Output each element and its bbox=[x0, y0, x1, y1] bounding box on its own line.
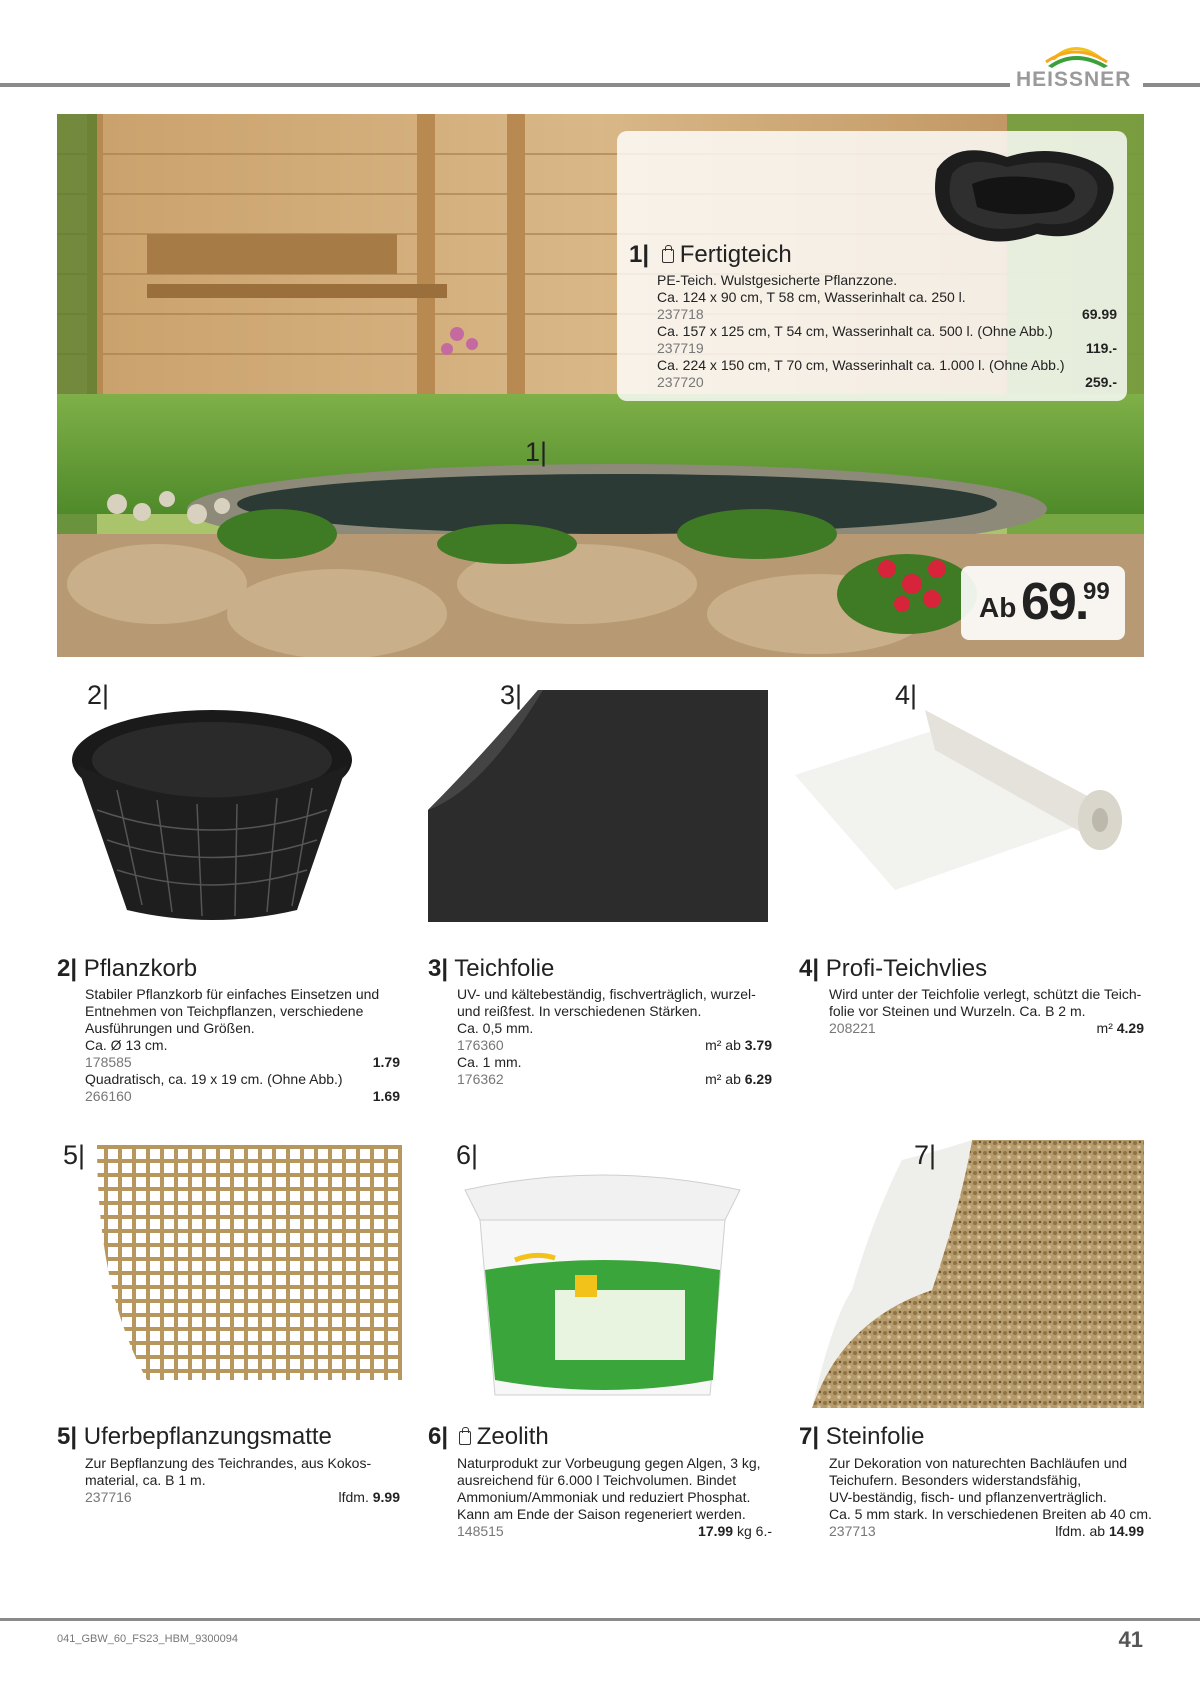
article-number: 237713 bbox=[829, 1523, 876, 1539]
description-text: Ca. 1 mm. bbox=[457, 1054, 522, 1070]
price bbox=[705, 1037, 772, 1054]
price-unit: lfdm. ab bbox=[1055, 1523, 1109, 1539]
description-line bbox=[85, 1003, 400, 1020]
description-line bbox=[85, 986, 400, 1003]
page-number: 41 bbox=[1118, 1627, 1143, 1652]
article-number: 237719 bbox=[657, 340, 704, 356]
price bbox=[698, 1523, 772, 1540]
article-row bbox=[829, 1523, 1144, 1540]
article-number: 148515 bbox=[457, 1523, 504, 1539]
description-text: Kann am Ende der Saison regeneriert werden. bbox=[457, 1506, 746, 1522]
description-line bbox=[657, 289, 1117, 306]
description-line bbox=[457, 1020, 772, 1037]
plant-basket-image bbox=[57, 680, 367, 930]
price-value: 17.99 bbox=[698, 1523, 734, 1539]
description-text: Wird unter der Teichfolie verlegt, schützt die Teich- bbox=[829, 986, 1142, 1002]
product-name: Profi-Teichvlies bbox=[825, 955, 988, 982]
article-number: 176360 bbox=[457, 1037, 504, 1053]
description-line bbox=[457, 1455, 772, 1472]
description-text: PE-Teich. Wulstgesicherte Pflanzzone. bbox=[657, 272, 898, 288]
heissner-logo bbox=[1012, 32, 1142, 94]
hero-info-box bbox=[617, 131, 1127, 401]
shopping-bag-icon bbox=[459, 1431, 471, 1445]
hero-title bbox=[629, 241, 792, 269]
price-value: 1.79 bbox=[372, 1054, 400, 1070]
description-line bbox=[85, 1037, 400, 1054]
logo-arc-icon bbox=[1012, 32, 1142, 72]
article-row bbox=[829, 1020, 1144, 1037]
hero-product-title: Fertigteich bbox=[679, 241, 792, 268]
product-title-2 bbox=[57, 955, 197, 983]
description-text: Stabiler Pflanzkorb für einfaches Einsetzen und bbox=[85, 986, 380, 1002]
description-text: Quadratisch, ca. 19 x 19 cm. (Ohne Abb.) bbox=[85, 1071, 343, 1087]
description-text: ausreichend für 6.000 l Teichvolumen. Bindet bbox=[457, 1472, 737, 1488]
description-text: Ca. 5 mm stark. In verschiedenen Breiten ab 40 cm. bbox=[829, 1506, 1152, 1522]
price bbox=[1085, 374, 1117, 391]
product-title-3 bbox=[428, 955, 554, 983]
description-text: Ca. 224 x 150 cm, T 70 cm, Wasserinhalt ca. 1.000 l. (Ohne Abb.) bbox=[657, 357, 1065, 373]
stone-liner-image bbox=[812, 1140, 1144, 1410]
article-number: 208221 bbox=[829, 1020, 876, 1036]
price bbox=[705, 1071, 772, 1088]
article-number: 266160 bbox=[85, 1088, 132, 1104]
fleece-roll-image bbox=[795, 680, 1140, 890]
description-text: Teichufern. Besonders widerstandsfähig, bbox=[829, 1472, 1082, 1488]
price-value: 259.- bbox=[1085, 374, 1117, 390]
product-name: Teichfolie bbox=[454, 955, 555, 982]
price bbox=[373, 1054, 400, 1071]
product-details-5 bbox=[85, 1455, 400, 1506]
product-details-4 bbox=[829, 986, 1144, 1037]
description-line bbox=[457, 1003, 772, 1020]
description-text: Ca. Ø 13 cm. bbox=[85, 1037, 168, 1053]
hero-number: 1| bbox=[629, 241, 650, 268]
shopping-bag-icon bbox=[662, 249, 674, 263]
product-number: 4| bbox=[799, 955, 820, 982]
price-value: 14.99 bbox=[1108, 1523, 1144, 1539]
description-line bbox=[829, 1506, 1152, 1523]
description-line bbox=[829, 986, 1144, 1003]
price bbox=[373, 1088, 400, 1105]
description-text: folie vor Steinen und Wurzeln. Ca. B 2 m. bbox=[829, 1003, 1086, 1019]
zeolith-bucket-image bbox=[455, 1140, 750, 1405]
price-value: 4.29 bbox=[1116, 1020, 1144, 1036]
description-text: Zur Dekoration von naturechten Bachläufen und bbox=[829, 1455, 1128, 1471]
description-text: Naturprodukt zur Vorbeugung gegen Algen, 3 kg, bbox=[457, 1455, 761, 1471]
pond-shell-image bbox=[917, 139, 1127, 259]
description-line bbox=[457, 986, 772, 1003]
image-number: 6| bbox=[456, 1140, 479, 1170]
article-number: 237718 bbox=[657, 306, 704, 322]
image-number: 7| bbox=[914, 1140, 937, 1170]
product-details-6 bbox=[457, 1455, 772, 1540]
product-number: 3| bbox=[428, 955, 449, 982]
description-text: UV- und kältebeständig, fischverträglich, wurzel- bbox=[457, 986, 756, 1002]
price bbox=[1055, 1523, 1144, 1540]
product-name: Uferbepflanzungsmatte bbox=[83, 1423, 332, 1450]
image-number: 5| bbox=[63, 1140, 86, 1170]
price-value: 9.99 bbox=[372, 1489, 400, 1505]
price-value: 3.79 bbox=[744, 1037, 772, 1053]
article-row bbox=[457, 1037, 772, 1054]
header-rule-left bbox=[0, 83, 1010, 87]
pond-liner-image bbox=[428, 680, 773, 925]
footer-rule bbox=[0, 1618, 1200, 1621]
description-line bbox=[829, 1455, 1144, 1472]
article-row bbox=[457, 1071, 772, 1088]
description-line bbox=[457, 1054, 772, 1071]
description-line bbox=[829, 1489, 1144, 1506]
description-line bbox=[85, 1020, 400, 1037]
price-main: 69. bbox=[1021, 573, 1088, 631]
price bbox=[1082, 306, 1117, 323]
price-unit: m² bbox=[1096, 1020, 1117, 1036]
price-cents: 99 bbox=[1083, 578, 1110, 605]
description-text: Zur Bepflanzung des Teichrandes, aus Kokos- bbox=[85, 1455, 372, 1471]
article-row bbox=[85, 1489, 400, 1506]
price-value: 1.69 bbox=[372, 1088, 400, 1104]
hero-price-box bbox=[961, 566, 1125, 640]
article-row bbox=[457, 1523, 772, 1540]
price-unit: m² ab bbox=[705, 1037, 745, 1053]
price-value: 69.99 bbox=[1081, 306, 1117, 322]
description-line bbox=[829, 1472, 1144, 1489]
description-text: material, ca. B 1 m. bbox=[85, 1472, 206, 1488]
description-line bbox=[85, 1472, 400, 1489]
product-name: Steinfolie bbox=[825, 1423, 925, 1450]
product-details-2 bbox=[85, 986, 400, 1105]
hero-details bbox=[657, 272, 1117, 391]
description-line bbox=[457, 1472, 772, 1489]
article-number: 176362 bbox=[457, 1071, 504, 1087]
description-text: Ca. 157 x 125 cm, T 54 cm, Wasserinhalt ca. 500 l. (Ohne Abb.) bbox=[657, 323, 1053, 339]
price-value: 119.- bbox=[1085, 340, 1117, 356]
product-title-4 bbox=[799, 955, 987, 983]
article-number: 237716 bbox=[85, 1489, 132, 1505]
price-unit: lfdm. bbox=[338, 1489, 373, 1505]
product-number: 5| bbox=[57, 1423, 78, 1450]
product-details-7 bbox=[829, 1455, 1152, 1540]
footer-code: 041_GBW_60_FS23_HBM_9300094 bbox=[57, 1633, 239, 1645]
price bbox=[339, 1489, 400, 1506]
product-name: Zeolith bbox=[476, 1423, 549, 1450]
description-line bbox=[657, 323, 1117, 340]
description-line bbox=[457, 1489, 772, 1506]
header-rule-right bbox=[1143, 83, 1200, 87]
product-number: 7| bbox=[799, 1423, 820, 1450]
price bbox=[1086, 340, 1117, 357]
description-text: Ca. 0,5 mm. bbox=[457, 1020, 534, 1036]
product-title-7 bbox=[799, 1423, 924, 1451]
article-row bbox=[657, 306, 1117, 323]
description-line bbox=[85, 1455, 400, 1472]
hero-image-label: 1| bbox=[525, 437, 548, 467]
description-line bbox=[457, 1506, 772, 1523]
product-title-6 bbox=[428, 1423, 549, 1451]
price bbox=[1097, 1020, 1144, 1037]
description-line bbox=[85, 1071, 400, 1088]
product-name: Pflanzkorb bbox=[83, 955, 198, 982]
price-prefix: Ab bbox=[979, 592, 1017, 623]
price-unit: m² ab bbox=[705, 1071, 745, 1087]
product-number: 6| bbox=[428, 1423, 449, 1450]
brand-name: HEISSNER bbox=[1016, 68, 1132, 91]
article-row bbox=[85, 1088, 400, 1105]
description-line bbox=[829, 1003, 1144, 1020]
description-text: und reißfest. In verschiedenen Stärken. bbox=[457, 1003, 702, 1019]
description-line bbox=[657, 272, 1117, 289]
article-number: 237720 bbox=[657, 374, 704, 390]
article-row bbox=[657, 340, 1117, 357]
coconut-mat-image bbox=[57, 1140, 402, 1385]
base-price: kg 6.- bbox=[733, 1523, 772, 1539]
description-line bbox=[657, 357, 1117, 374]
image-number: 2| bbox=[87, 680, 110, 710]
article-number: 178585 bbox=[85, 1054, 132, 1070]
image-number: 4| bbox=[895, 680, 918, 710]
product-number: 2| bbox=[57, 955, 78, 982]
article-row bbox=[657, 374, 1117, 391]
article-row bbox=[85, 1054, 400, 1071]
image-number: 3| bbox=[500, 680, 523, 710]
description-text: Ca. 124 x 90 cm, T 58 cm, Wasserinhalt ca. 250 l. bbox=[657, 289, 966, 305]
product-details-3 bbox=[457, 986, 772, 1088]
price-value: 6.29 bbox=[744, 1071, 772, 1087]
description-text: Ausführungen und Größen. bbox=[85, 1020, 255, 1036]
description-text: Entnehmen von Teichpflanzen, verschiedene bbox=[85, 1003, 364, 1019]
description-text: UV-beständig, fisch- und pflanzenverträglich. bbox=[829, 1489, 1107, 1505]
product-title-5 bbox=[57, 1423, 332, 1451]
description-text: Ammonium/Ammoniak und reduziert Phosphat. bbox=[457, 1489, 751, 1505]
